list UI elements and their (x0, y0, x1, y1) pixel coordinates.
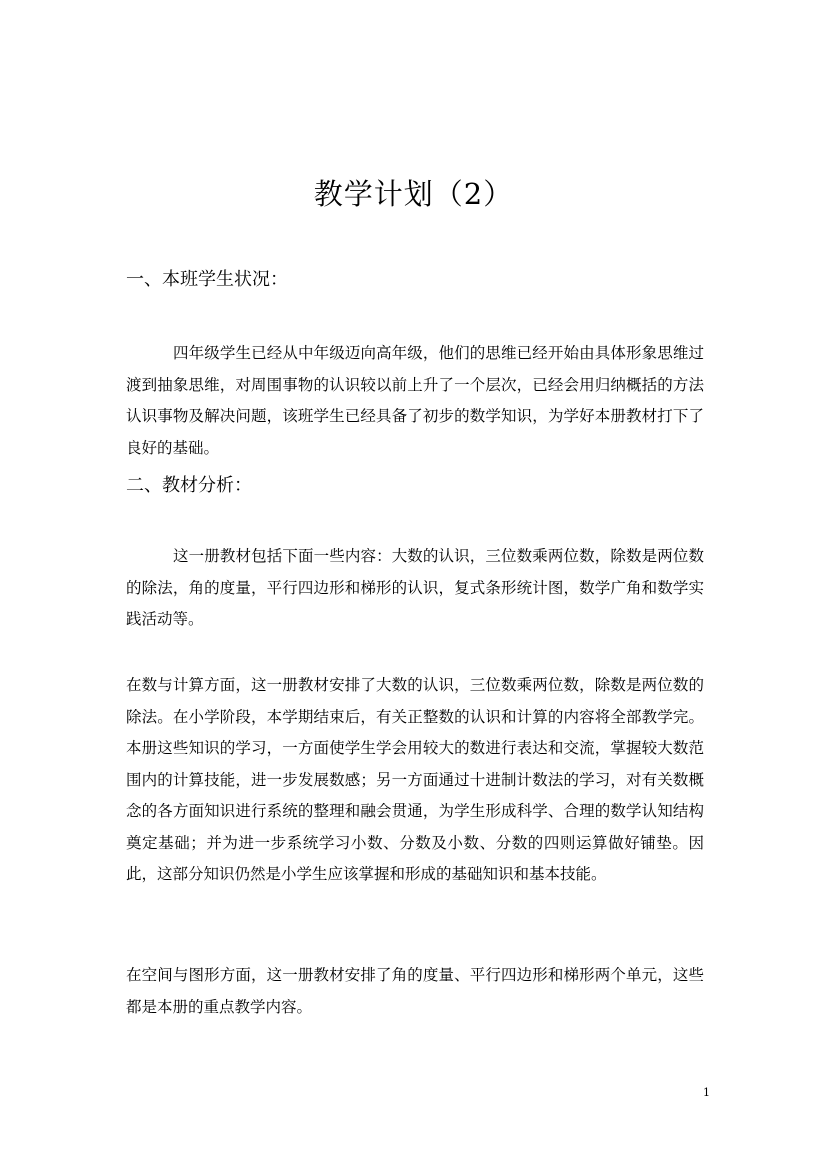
document-title: 教学计划（2） (313, 177, 514, 211)
section-heading-class-status: 一、本班学生状况： (126, 269, 288, 290)
page-number: 1 (703, 1086, 710, 1099)
paragraph-number-and-calculation: 在数与计算方面，这一册教材安排了大数的认识，三位数乘两位数，除数是两位数的除法。在小学阶段，本学期结束后，有关正整数的认识和计算的内容将全部教学完。本册这些知识的学习，一方面使学生学会用较大的数进行表达和交流，掌握较大数范围内的计算技能，进一步发展数感；另一方面通过十进制计数法的学习，对有关数概念的各方面知识进行系统的整理和融会贯通，为学生形成科学、合理的数学认知结构奠定基础；并为进一步系统学习小数、分数及小数、分数的四则运算做好铺垫。因此，这部分知识仍然是小学生应该掌握和形成的基础知识和基本技能。 (126, 676, 704, 883)
paragraph-space-and-geometry: 在空间与图形方面，这一册教材安排了角的度量、平行四边形和梯形两个单元，这些都是本册的重点教学内容。 (126, 966, 704, 1016)
section-heading-textbook-analysis: 二、教材分析： (126, 475, 252, 496)
paragraph-class-status: 四年级学生已经从中年级迈向高年级，他们的思维已经开始由具体形象思维过渡到抽象思维，对周围事物的认识较以前上升了一个层次，已经会用归纳概括的方法认识事物及解决问题，该班学生已经具备了初步的数学知识，为学好本册教材打下了良好的基础。 (126, 344, 704, 457)
paragraph-textbook-contents: 这一册教材包括下面一些内容：大数的认识，三位数乘两位数，除数是两位数的除法，角的度量，平行四边形和梯形的认识，复式条形统计图，数学广角和数学实践活动等。 (126, 547, 704, 628)
